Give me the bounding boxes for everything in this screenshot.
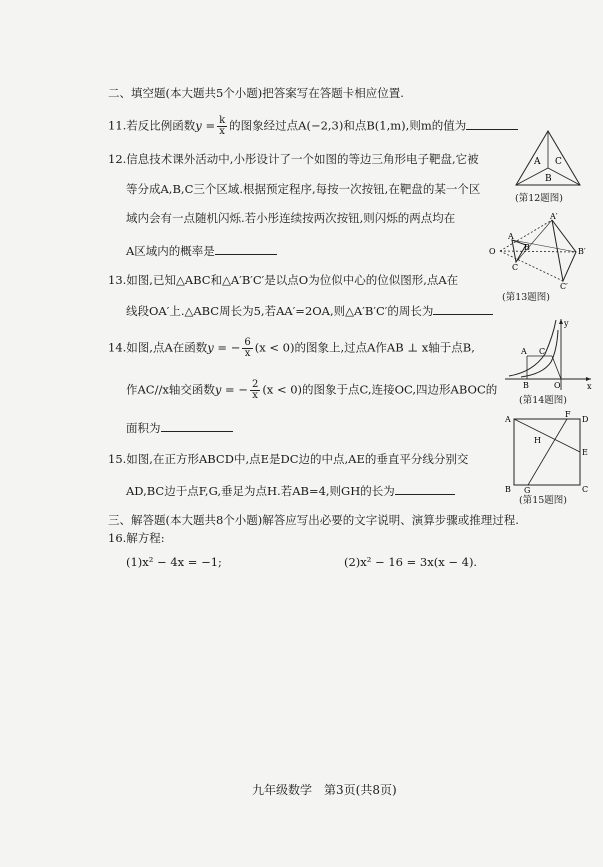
q15-text-2: AD,BC边于点F,G,垂足为点H.若AB=4,则GH的长为 bbox=[126, 484, 395, 498]
fig15-label-e: E bbox=[582, 448, 588, 457]
q11-fraction bbox=[217, 116, 227, 137]
question-14-line-3 bbox=[126, 420, 233, 435]
q14-frac2-den: x bbox=[252, 390, 258, 401]
fig14-label-b: B bbox=[523, 381, 529, 390]
fig15-label-d: D bbox=[582, 415, 589, 424]
q14-frac1-den: x bbox=[244, 348, 251, 359]
question-14-line-1 bbox=[108, 338, 475, 359]
q14-y-1: y = − bbox=[207, 340, 241, 355]
q12-text-4: A区域内的概率是 bbox=[126, 244, 215, 258]
q14-text-1b: (x < 0)的图象上,过点A作AB ⊥ x轴于点B, bbox=[254, 340, 475, 355]
q15-text-1: 如图,在正方形ABCD中,点E是DC边的中点,AE的垂直平分线分别交 bbox=[126, 452, 469, 466]
q14-text-2a: 作AC//x轴交函数 bbox=[126, 382, 215, 397]
q12-text-2: 等分成A,B,C三个区域.根据预定程序,每按一次按钮,在靶盘的某一个区 bbox=[126, 182, 481, 196]
q12-text-1: 信息技术课外活动中,小彤设计了一个如图的等边三角形电子靶盘,它被 bbox=[126, 152, 479, 166]
figure-13-caption: (第13题图) bbox=[502, 292, 551, 303]
q16-part-1: (1)x² − 4x = −1; bbox=[126, 555, 222, 569]
fig13-label-a-prime: A′ bbox=[550, 212, 558, 221]
q14-text-3: 面积为 bbox=[126, 421, 161, 435]
q15-number: 15. bbox=[108, 452, 127, 466]
q13-number: 13. bbox=[108, 273, 127, 287]
q11-text-2: 的图象经过点A(−2,3)和点B(1,m),则m的值为 bbox=[229, 118, 467, 133]
q15-answer-blank bbox=[395, 483, 455, 495]
figure-14-caption: (第14题图) bbox=[519, 395, 568, 406]
figure-12-target-triangle bbox=[508, 128, 588, 190]
fig15-label-c: C bbox=[582, 485, 589, 494]
fig15-label-f: F bbox=[565, 410, 571, 419]
fig13-label-o: O bbox=[489, 247, 496, 256]
q14-text-2b: (x < 0)的图象于点C,连接OC,四边形ABOC的 bbox=[262, 382, 498, 397]
q14-answer-blank bbox=[161, 420, 233, 432]
fig12-label-c: C bbox=[555, 157, 562, 167]
section-2-heading: 二、填空题(本大题共5个小题)把答案写在答题卡相应位置. bbox=[108, 86, 404, 100]
q11-frac-num: k bbox=[219, 115, 226, 126]
fig14-label-y: y bbox=[564, 319, 569, 328]
fig12-label-b: B bbox=[545, 174, 552, 184]
question-16-prompt bbox=[108, 531, 165, 545]
q16-prompt-text: 解方程: bbox=[126, 531, 165, 545]
q16-part-2: (2)x² − 16 = 3x(x − 4). bbox=[344, 555, 478, 569]
figure-15-square bbox=[502, 410, 594, 494]
question-13-line-1 bbox=[108, 273, 458, 287]
q14-number: 14. bbox=[108, 340, 127, 355]
q14-y-2: y = − bbox=[214, 382, 248, 397]
q12-number: 12. bbox=[108, 152, 127, 166]
q11-text-1: 若反比例函数 bbox=[126, 118, 196, 133]
fig15-label-h: H bbox=[534, 436, 541, 445]
fig14-label-o: O bbox=[554, 381, 561, 390]
fig12-label-a: A bbox=[534, 157, 541, 167]
q14-fraction-1 bbox=[242, 338, 252, 359]
q13-answer-blank bbox=[433, 303, 493, 315]
q14-fraction-2 bbox=[250, 380, 260, 401]
section-3-heading: 三、解答题(本大题共8个小题)解答应写出必要的文字说明、演算步骤或推理过程. bbox=[108, 513, 519, 527]
question-11 bbox=[108, 116, 518, 137]
question-13-line-2 bbox=[126, 303, 493, 318]
fig13-label-c: C bbox=[512, 263, 519, 272]
fig13-label-b: B bbox=[524, 243, 530, 252]
q12-text-3: 域内会有一点随机闪烁.若小彤连续按两次按钮,则闪烁的两点均在 bbox=[126, 211, 456, 225]
q11-number: 11. bbox=[108, 118, 127, 133]
question-15-line-2 bbox=[126, 483, 455, 498]
fig15-label-g: G bbox=[524, 486, 531, 494]
question-15-line-1 bbox=[108, 452, 468, 466]
q11-y: y = bbox=[195, 118, 216, 133]
question-12-line-4 bbox=[126, 243, 277, 258]
q12-answer-blank bbox=[215, 243, 277, 255]
fig13-label-c-prime: C′ bbox=[560, 282, 568, 290]
fig15-label-a: A bbox=[505, 415, 511, 424]
page-footer: 九年级数学 第3页(共8页) bbox=[252, 783, 397, 797]
question-14-line-2 bbox=[126, 380, 497, 401]
q11-frac-den: x bbox=[219, 126, 225, 137]
q14-text-1a: 如图,点A在函数 bbox=[126, 340, 208, 355]
fig13-label-b-prime: B′ bbox=[578, 247, 586, 256]
q16-number: 16. bbox=[108, 531, 127, 545]
figure-14-hyperbola bbox=[503, 316, 595, 392]
q14-frac1-num: 6 bbox=[244, 337, 251, 348]
q14-frac2-num: 2 bbox=[251, 379, 259, 390]
fig14-label-x: x bbox=[587, 382, 592, 391]
q13-text-2: 线段OA′上.△ABC周长为5,若AA′=2OA,则△A′B′C′的周长为 bbox=[126, 304, 434, 318]
figure-12-caption: (第12题图) bbox=[515, 193, 564, 204]
fig13-label-a: A bbox=[508, 232, 514, 241]
figure-13-homothety bbox=[486, 212, 590, 290]
fig14-label-c: C bbox=[539, 347, 546, 356]
q13-text-1: 如图,已知△ABC和△A′B′C′是以点O为位似中心的位似图形,点A在 bbox=[126, 273, 459, 287]
question-12-line-1 bbox=[108, 152, 479, 166]
fig14-label-a: A bbox=[521, 347, 527, 356]
figure-15-caption: (第15题图) bbox=[519, 495, 568, 506]
fig15-label-b: B bbox=[505, 485, 511, 494]
